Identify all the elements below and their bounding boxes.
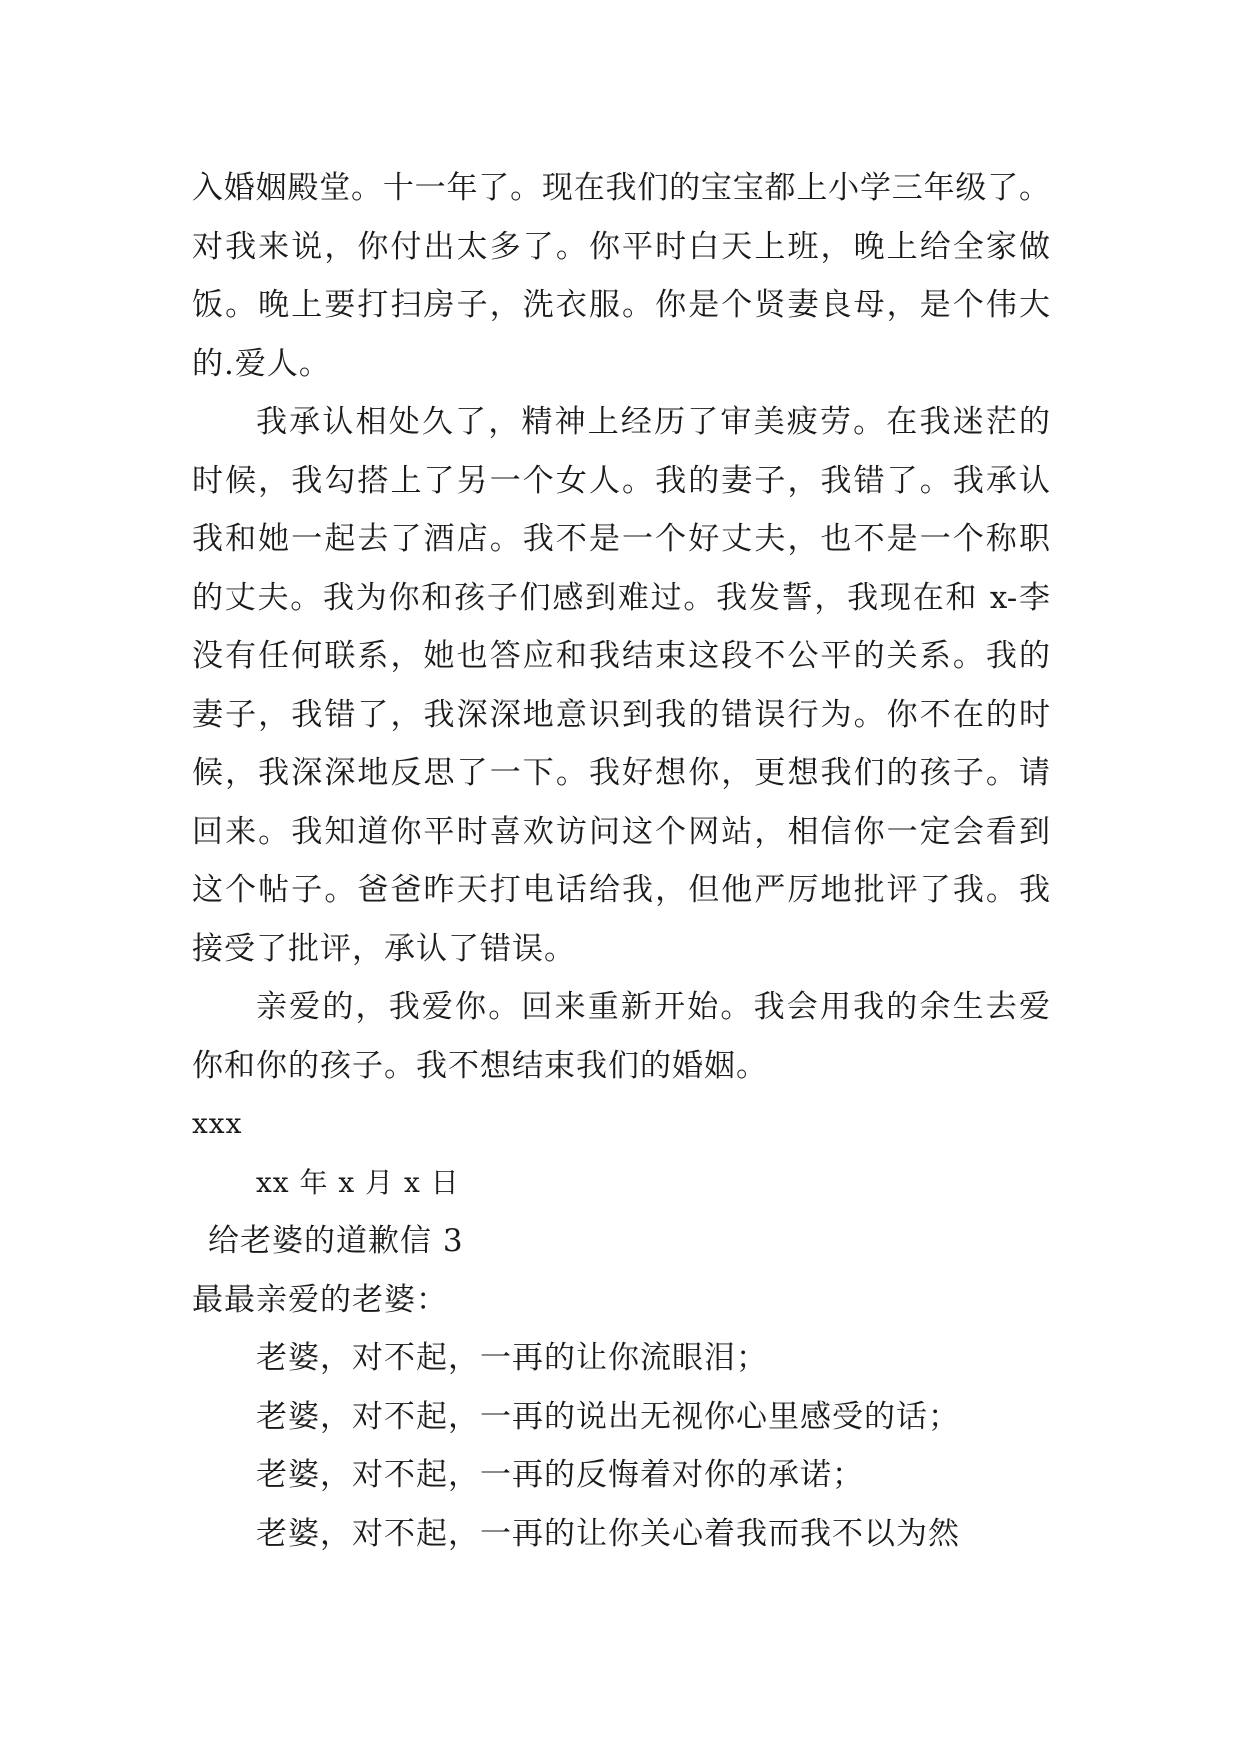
body-text-line: 回来。我知道你平时喜欢访问这个网站，相信你一定会看到 bbox=[192, 814, 1050, 850]
body-text-line: 没有任何联系，她也答应和我结束这段不公平的关系。我的 bbox=[192, 638, 1050, 674]
body-text-line: 老婆，对不起，一再的说出无视你心里感受的话； bbox=[256, 1399, 960, 1435]
body-text-line: 你和你的孩子。我不想结束我们的婚姻。 bbox=[192, 1048, 768, 1084]
body-text-line: 老婆，对不起，一再的反悔着对你的承诺； bbox=[256, 1457, 864, 1493]
body-text-line: 时候，我勾搭上了另一个女人。我的妻子，我错了。我承认 bbox=[192, 463, 1050, 499]
body-text-line: 这个帖子。爸爸昨天打电话给我，但他严厉地批评了我。我 bbox=[192, 872, 1050, 908]
body-text-line: 的丈夫。我为你和孩子们感到难过。我发誓，我现在和 x-李 bbox=[192, 580, 1050, 616]
salutation: 最最亲爱的老婆： bbox=[192, 1282, 448, 1318]
body-text-line: 妻子，我错了，我深深地意识到我的错误行为。你不在的时 bbox=[192, 697, 1050, 733]
body-text-line: 亲爱的，我爱你。回来重新开始。我会用我的余生去爱 bbox=[256, 989, 1050, 1025]
body-text-line: 入婚姻殿堂。十一年了。现在我们的宝宝都上小学三年级了。 bbox=[192, 170, 1050, 206]
body-text-line: 我和她一起去了酒店。我不是一个好丈夫，也不是一个称职 bbox=[192, 521, 1050, 557]
body-text-line: 的.爱人。 bbox=[192, 346, 331, 382]
body-text-line: 接受了批评，承认了错误。 bbox=[192, 931, 576, 967]
body-text-line: 老婆，对不起，一再的让你关心着我而我不以为然 bbox=[256, 1516, 960, 1552]
signature: xxx bbox=[192, 1107, 243, 1140]
letter-title: 给老婆的道歉信 3 bbox=[208, 1223, 464, 1259]
date-line: xx 年 x 月 x 日 bbox=[256, 1166, 460, 1199]
body-text-line: 候，我深深地反思了一下。我好想你，更想我们的孩子。请 bbox=[192, 755, 1050, 791]
body-text-line: 我承认相处久了，精神上经历了审美疲劳。在我迷茫的 bbox=[256, 404, 1050, 440]
body-text-line: 对我来说，你付出太多了。你平时白天上班，晚上给全家做 bbox=[192, 229, 1050, 265]
body-text-line: 饭。晚上要打扫房子，洗衣服。你是个贤妻良母，是个伟大 bbox=[192, 287, 1050, 323]
body-text-line: 老婆，对不起，一再的让你流眼泪； bbox=[256, 1340, 768, 1376]
